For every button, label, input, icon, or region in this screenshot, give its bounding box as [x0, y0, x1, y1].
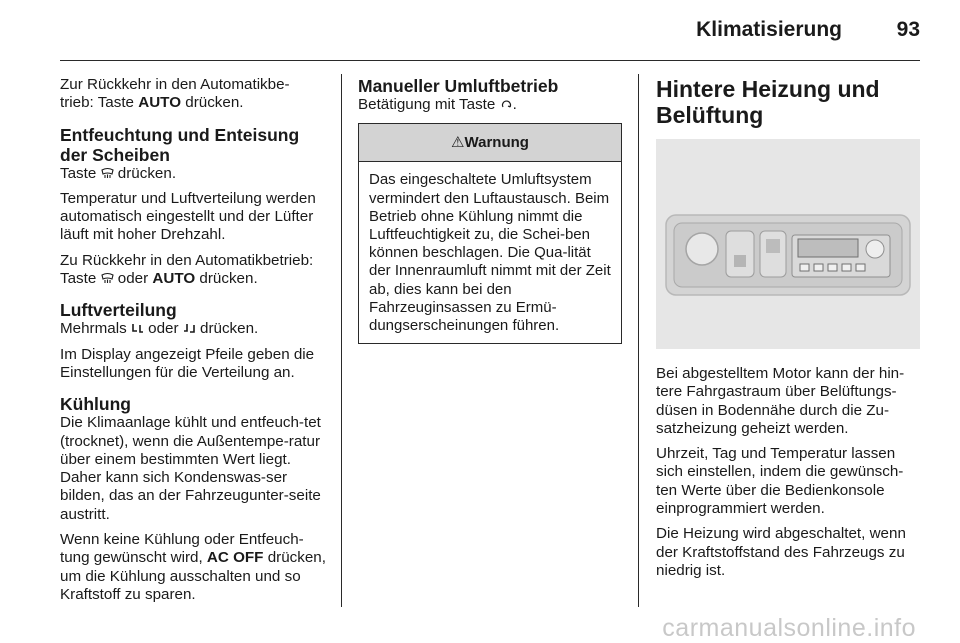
air-distribution-right-icon: [183, 322, 196, 334]
page-title: Klimatisierung: [696, 18, 842, 41]
section-heading-air-distribution: Luftverteilung: [60, 300, 177, 321]
defrost-paragraph-3: Zu Rückkehr in den Automatikbetrieb: Taste oder AUTO drücken.: [60, 251, 314, 288]
column-divider-2: [638, 74, 639, 607]
cooling-paragraph-1: Die Klimaanlage kühlt und entfeuch-tet (trocknet), wenn die Außentempe-ratur über einem bestimmten Wert liegt. Daher kann sich Kondenswas-ser bilden, das an der Fahrzeugunter-seite austritt.: [60, 414, 321, 523]
intro-paragraph: Zur Rückkehr in den Automatikbe- trieb: Taste AUTO drücken.: [60, 76, 290, 112]
watermark: carmanualsonline.info: [662, 614, 916, 642]
section-heading-defrost: Entfeuchtung und Enteisung der Scheiben: [60, 124, 300, 165]
distribution-paragraph-1: Mehrmals oder drücken.: [60, 320, 259, 338]
air-distribution-left-icon: [131, 322, 144, 334]
distribution-paragraph-2: Im Display angezeigt Pfeile geben die Einstellungen für die Verteilung an.: [60, 345, 315, 381]
rear-heater-control-panel-photo: [656, 139, 920, 349]
warning-body: [359, 162, 621, 343]
warning-text: Das eingeschaltete Umluftsystem vermindert den Luftaustausch. Beim Betrieb ohne Kühlung nimmt die Luftfeuchtigkeit zu, die Schei-ben können beschlagen. Die Qua-lität der Innenraumluft nimmt mit der Zeit ab, dies kann bei den Fahrzeuginsassen zu Ermü-dungserscheinungen führen.: [369, 171, 611, 334]
cooling-paragraph-2: Wenn keine Kühlung oder Entfeuch-tung gewünscht wird, AC OFF drücken, um die Kühlung ausschalten und so Kraftstoff zu sparen.: [60, 531, 326, 603]
recirculation-paragraph: Betätigung mit Taste .: [358, 96, 517, 113]
warning-title: Warnung: [464, 134, 529, 152]
auto-key-label: AUTO: [138, 94, 182, 112]
recirculation-icon: [500, 98, 513, 110]
column-divider-1: [341, 74, 342, 607]
warning-icon: ⚠: [451, 134, 465, 152]
page-number: 93: [896, 18, 920, 41]
header-divider: [60, 60, 920, 61]
rear-heating-paragraph-1: Bei abgestelltem Motor kann der hin-tere Fahrgastraum über Belüftungs-düsen in Bodennähe durch die Zu-satzheizung geheizt werden.: [656, 365, 905, 437]
section-heading-rear-heating: Hintere Heizung und Belüftung: [656, 76, 880, 128]
column-left: [60, 76, 330, 611]
column-middle: [358, 76, 622, 344]
rear-heating-paragraph-3: Die Heizung wird abgeschaltet, wenn der Kraftstoffstand des Fahrzeugs zu niedrig ist.: [656, 525, 906, 579]
section-heading-cooling: Kühlung: [60, 394, 131, 415]
defrost-paragraph-2: Temperatur und Luftverteilung werden automatisch eingestellt und der Lüfter läuft mit hoher Drehzahl.: [60, 189, 316, 244]
rear-heating-paragraph-2: Uhrzeit, Tag und Temperatur lassen sich einstellen, indem die gewünsch-ten Werte über die Bedienkonsole einprogrammiert werden.: [656, 445, 904, 518]
warning-box: [358, 123, 622, 344]
warning-header: [359, 124, 621, 162]
defrost-icon: [101, 272, 114, 284]
section-heading-recirculation: Manueller Umluftbetrieb: [358, 76, 559, 96]
defrost-paragraph-1: Taste drücken.: [60, 164, 177, 182]
ac-off-key-label: AC OFF: [206, 549, 264, 567]
page-header: [0, 0, 960, 60]
defrost-icon: [101, 167, 114, 179]
column-right: [656, 76, 922, 587]
auto-key-label: AUTO: [152, 270, 196, 288]
